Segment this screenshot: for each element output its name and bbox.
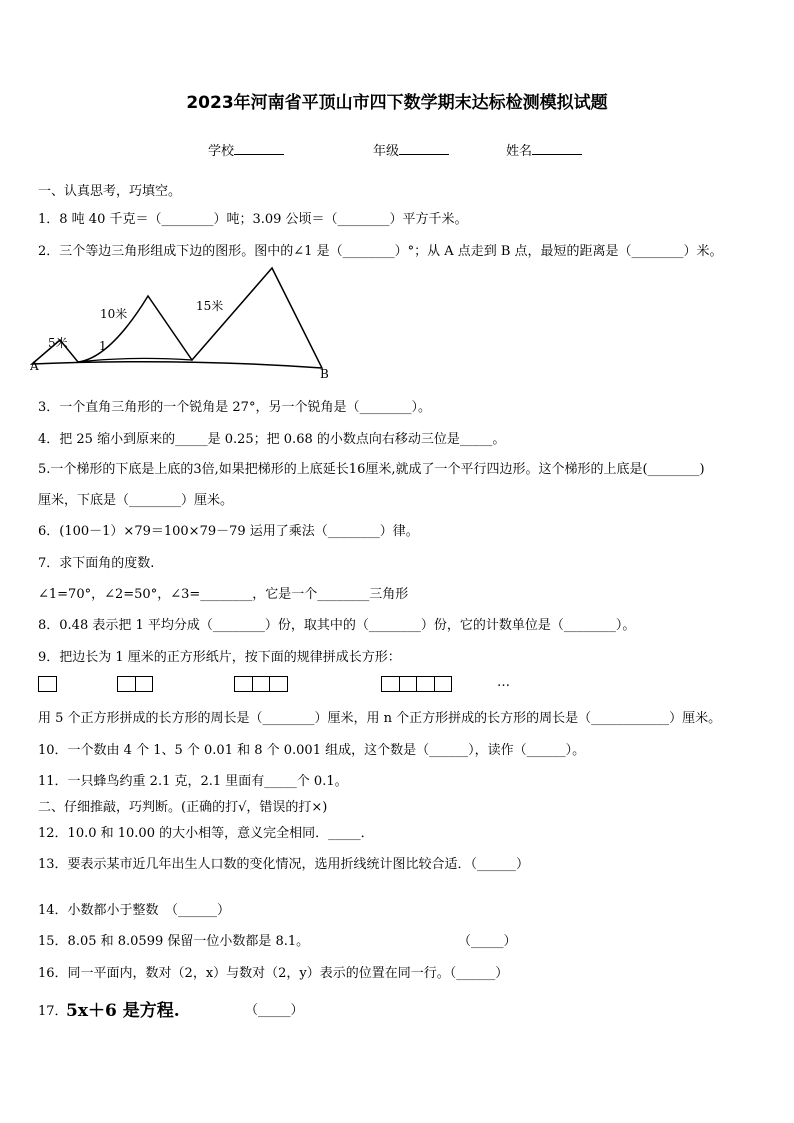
section-2-heading: 二、仔细推敲，巧判断。(正确的打√，错误的打×) — [38, 800, 328, 815]
label-angle-1: 1 — [99, 339, 107, 353]
question-15: 15．8.05 和 8.0599 保留一位小数都是 8.1。 — [38, 934, 310, 949]
question-2: 2．三个等边三角形组成下边的图形。图中的∠1 是（________）°；从 A 点走到 B 点，最短的距离是（________）米。 — [38, 244, 723, 259]
question-5-line-2: 厘米，下底是（________）厘米。 — [38, 493, 234, 508]
square-row-1 — [38, 676, 57, 692]
school-blank[interactable] — [234, 142, 284, 155]
school-field — [208, 140, 284, 159]
triangles-figure — [30, 262, 340, 382]
question-10: 10．一个数由 4 个 1、5 个 0.01 和 8 个 0.001 组成，这个数是（______），读作（______）。 — [38, 743, 586, 758]
section-1-heading: 一、认真思考，巧填空。 — [38, 184, 182, 199]
question-3: 3．一个直角三角形的一个锐角是 27°，另一个锐角是（________）。 — [38, 400, 431, 415]
question-11: 11．一只蜂鸟约重 2.1 克，2.1 里面有_____个 0.1。 — [38, 774, 348, 789]
name-field — [506, 140, 582, 159]
grade-field — [373, 140, 449, 159]
page-title: 2023年河南省平顶山市四下数学期末达标检测模拟试题 — [186, 93, 608, 113]
question-4: 4．把 25 缩小到原来的_____是 0.25；把 0.68 的小数点向右移动三位是_____。 — [38, 432, 506, 447]
triangles-outline — [32, 268, 322, 368]
label-5m: 5米 — [48, 336, 68, 350]
question-6: 6．(100－1）×79＝100×79－79 运用了乘法（________）律。 — [38, 524, 419, 539]
question-9-answer: 用 5 个正方形拼成的长方形的周长是（________）厘米，用 n 个正方形拼成的长方形的周长是（____________）厘米。 — [38, 711, 722, 726]
question-13: 13．要表示某市近几年出生人口数的变化情况，选用折线统计图比较合适．（______） — [38, 857, 530, 872]
grade-label: 年级 — [373, 144, 400, 159]
label-point-b: B — [320, 367, 329, 381]
ellipsis: … — [497, 675, 510, 690]
label-10m: 10米 — [100, 307, 128, 321]
square-row-3 — [234, 676, 288, 692]
name-label: 姓名 — [506, 144, 533, 159]
question-7-angles: ∠1=70°，∠2=50°，∠3=________，它是一个________三角形 — [38, 587, 409, 602]
question-5-line-1: 5.一个梯形的下底是上底的3倍,如果把梯形的上底延长16厘米,就成了一个平行四边形。这个梯形的上底是(________) — [38, 462, 705, 477]
question-14: 14．小数都小于整数 （______） — [38, 903, 231, 918]
question-12: 12．10.0 和 10.00 的大小相等，意义完全相同．_____． — [38, 826, 374, 841]
question-8: 8．0.48 表示把 1 平均分成（________）份，取其中的（________）份，它的计数单位是（________）。 — [38, 618, 636, 633]
question-9-prompt: 9．把边长为 1 厘米的正方形纸片，按下面的规律拼成长方形： — [38, 650, 401, 665]
question-7-prompt: 7．求下面角的度数. — [38, 556, 155, 571]
question-16: 16．同一平面内，数对（2，x）与数对（2，y）表示的位置在同一行。（______） — [38, 966, 509, 981]
label-point-a: A — [30, 359, 39, 373]
square-row-2 — [117, 676, 153, 692]
name-blank[interactable] — [532, 142, 582, 155]
question-1: 1．8 吨 40 千克＝（________）吨；3.09 公顷＝（________）平方千米。 — [38, 212, 468, 227]
question-17-number: 17． — [38, 1004, 68, 1019]
question-17: 5x＋6 是方程. — [66, 1001, 180, 1021]
grade-blank[interactable] — [399, 142, 449, 155]
question-17-answer-box[interactable]: （_____） — [245, 1003, 304, 1018]
question-15-answer-box[interactable]: （_____） — [458, 934, 517, 949]
label-15m: 15米 — [196, 299, 224, 313]
square-row-4 — [381, 676, 452, 692]
school-label: 学校 — [208, 144, 235, 159]
